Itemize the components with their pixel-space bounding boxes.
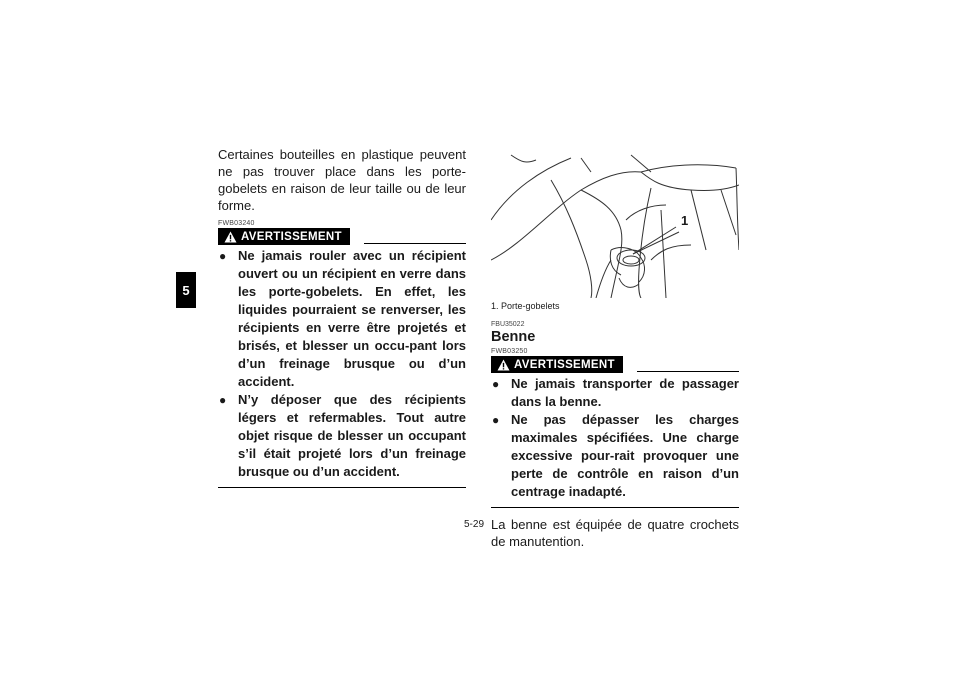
chapter-tab: 5 [176, 272, 196, 308]
warning-end-rule [218, 487, 466, 488]
warning-header [491, 356, 739, 373]
warning-item: ● Ne pas dépasser les charges maximales spécifiées. Une charge excessive pour-rait provoquer une perte de contrôle en raison d’un centrage inadapté. [492, 412, 739, 499]
page-number: 5-29 [464, 519, 485, 530]
warning-end-rule [491, 507, 739, 508]
bullet-icon: ● [219, 249, 227, 263]
bullet-icon: ● [492, 377, 500, 391]
warning-code: FWB03240 [218, 220, 255, 227]
warning-item: ● Ne jamais rouler avec un récipient ouvert ou un récipient en verre dans les porte-gobelets. En effet, les liquides pourraient se renverser, les récipients en verre être projetés et brisés, et blesser un occu-pant lors d’un freinage brusque ou d’un accident. [219, 248, 466, 389]
warning-header [218, 228, 466, 245]
warning-list [218, 247, 466, 481]
section-code: FBU35022 [491, 321, 525, 328]
figure-callout: 1 [681, 213, 689, 228]
warning-item: ● Ne jamais transporter de passager dans la benne. [492, 376, 739, 409]
warning-label: AVERTISSEMENT [514, 358, 615, 371]
cargo-bed-body-text: La benne est équipée de quatre crochets de manutention. [491, 517, 739, 549]
left-column [218, 146, 466, 488]
warning-triangle-icon [224, 231, 237, 243]
warning-item: ● N’y déposer que des récipients légers et refermables. Tout autre objet risque de blesser un occupant s’il était projeté lors d’un freinage brusque ou d’un accident. [219, 392, 466, 479]
warning-code: FWB03250 [491, 348, 528, 355]
warning-rule [637, 371, 739, 372]
warning-triangle-icon [497, 359, 510, 371]
warning-list [491, 375, 739, 501]
warning-label: AVERTISSEMENT [241, 230, 342, 243]
bullet-icon: ● [219, 393, 227, 407]
section-title: Benne [491, 329, 536, 345]
cupholder-figure [491, 150, 739, 298]
cupholder-intro-text: Certaines bouteilles en plastique peuvent ne pas trouver place dans les porte-gobelets en raison de leur taille ou de leur forme. [218, 147, 466, 213]
cupholder-illustration [491, 150, 739, 298]
figure-caption: 1. Porte-gobelets [491, 301, 560, 311]
warning-badge [218, 228, 350, 245]
bullet-icon: ● [492, 413, 500, 427]
warning-rule [364, 243, 466, 244]
warning-badge [491, 356, 623, 373]
right-column [491, 150, 739, 550]
